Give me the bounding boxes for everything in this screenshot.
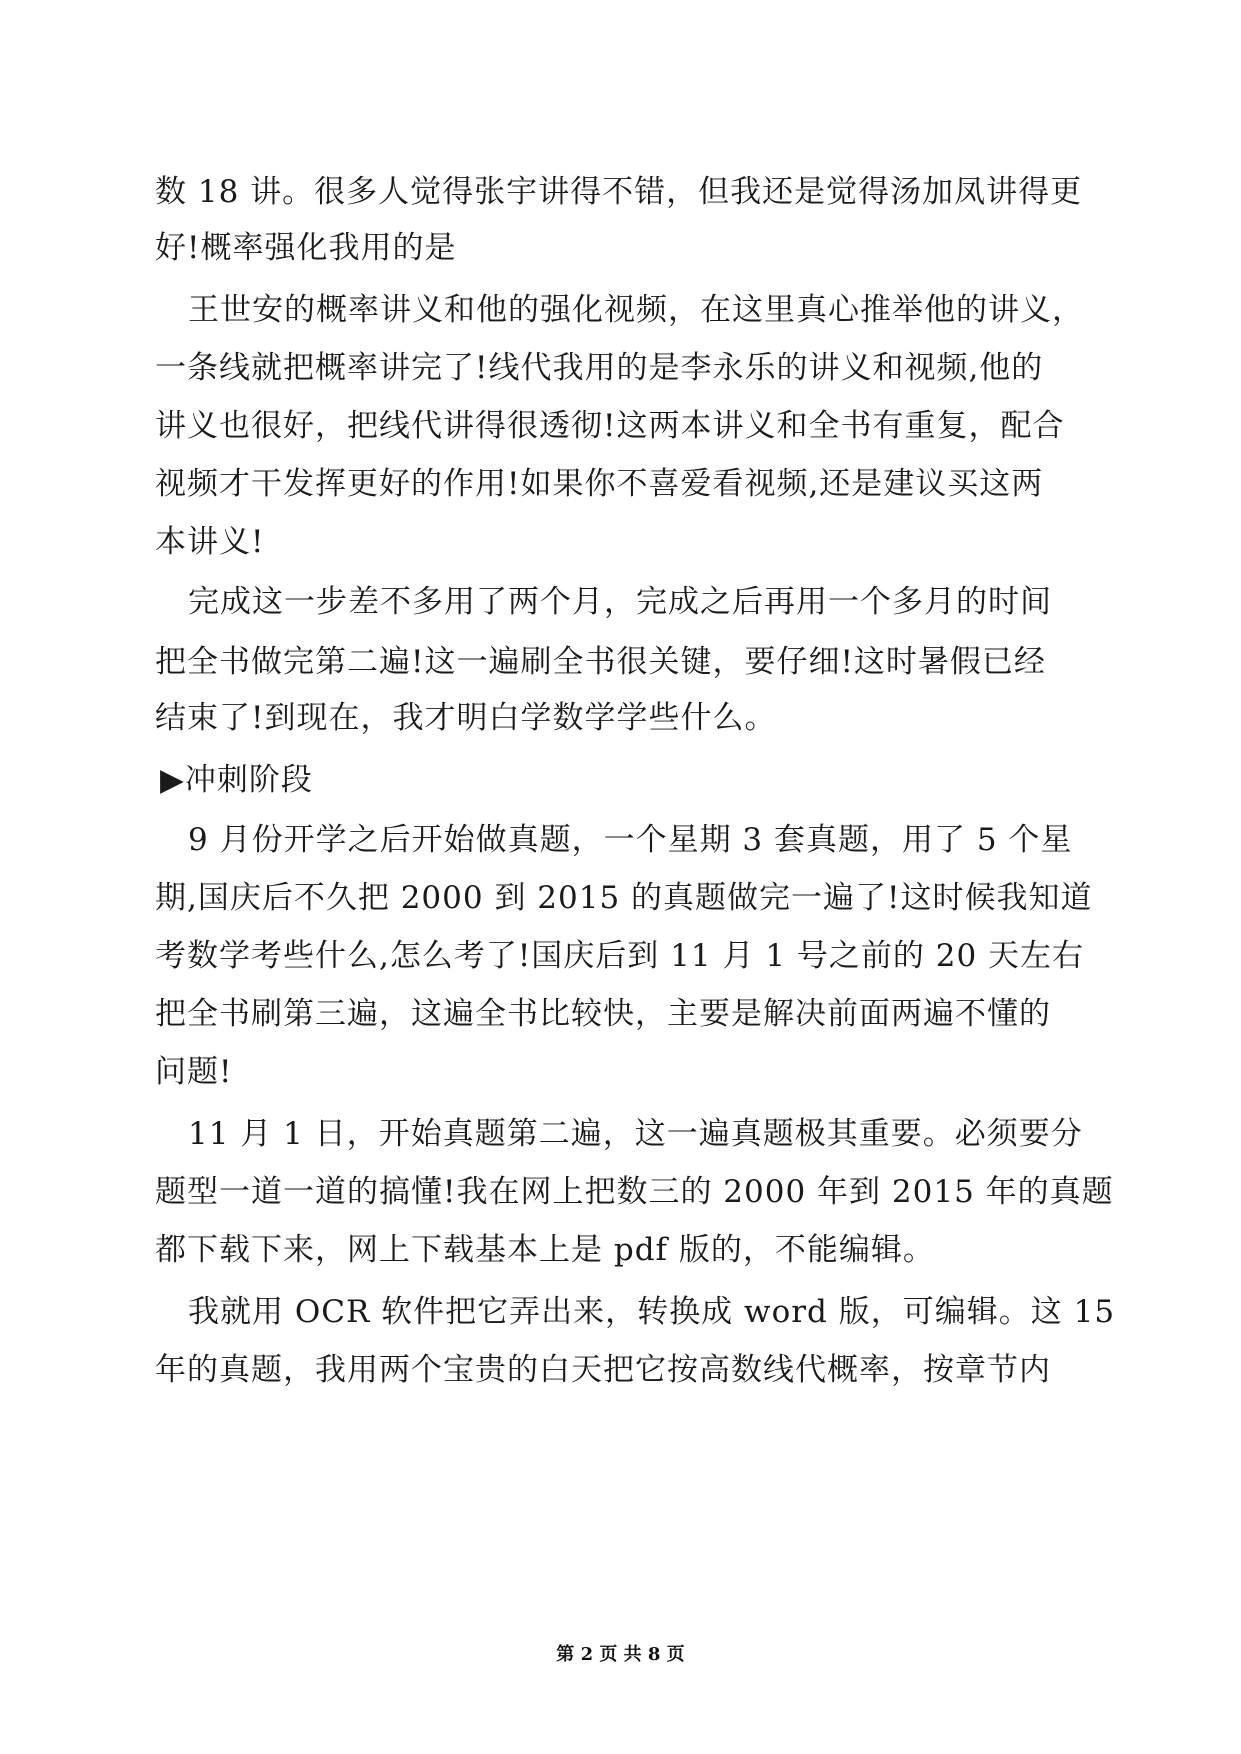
text-line: 视频才干发挥更好的作用!如果你不喜爱看视频,还是建议买这两 [155,466,1044,502]
text-line: 问题! [155,1054,233,1090]
text-line: 题型一道一道的搞懂!我在网上把数三的 2000 年到 2015 年的真题 [155,1174,1114,1210]
page-number-footer: 第 2 页 共 8 页 [556,1644,685,1665]
text-line: 把全书做完第二遍!这一遍刷全书很关键，要仔细!这时暑假已经 [155,644,1046,680]
text-line: 期,国庆后不久把 2000 到 2015 的真题做完一遍了!这时候我知道 [155,880,1093,916]
text-line: 本讲义! [155,524,265,560]
text-line: 都下载下来，网上下载基本上是 pdf 版的，不能编辑。 [155,1232,935,1268]
text-line: 结束了!到现在，我才明白学数学学些什么。 [155,700,777,736]
text-line: 讲义也很好，把线代讲得很透彻!这两本讲义和全书有重复，配合 [155,408,1065,444]
text-line: 数 18 讲。很多人觉得张宇讲得不错，但我还是觉得汤加凤讲得更 [155,174,1083,210]
section-heading: ▶冲刺阶段 [160,762,313,798]
text-line: 一条线就把概率讲完了!线代我用的是李永乐的讲义和视频,他的 [155,350,1044,386]
text-line: 11 月 1 日，开始真题第二遍，这一遍真题极其重要。必须要分 [188,1116,1083,1152]
text-line: 把全书刷第三遍，这遍全书比较快，主要是解决前面两遍不懂的 [155,996,1051,1032]
text-line: 我就用 OCR 软件把它弄出来，转换成 word 版，可编辑。这 15 [188,1294,1116,1330]
text-line: 考数学考些什么,怎么考了!国庆后到 11 月 1 号之前的 20 天左右 [155,938,1085,974]
text-line: 9 月份开学之后开始做真题，一个星期 3 套真题，用了 5 个星 [188,822,1073,858]
text-line: 年的真题，我用两个宝贵的白天把它按高数线代概率，按章节内 [155,1352,1051,1388]
text-line: 好!概率强化我用的是 [155,230,457,266]
text-line: 完成这一步差不多用了两个月，完成之后再用一个多月的时间 [188,584,1052,620]
text-line: 王世安的概率讲义和他的强化视频，在这里真心推举他的讲义， [188,292,1084,328]
